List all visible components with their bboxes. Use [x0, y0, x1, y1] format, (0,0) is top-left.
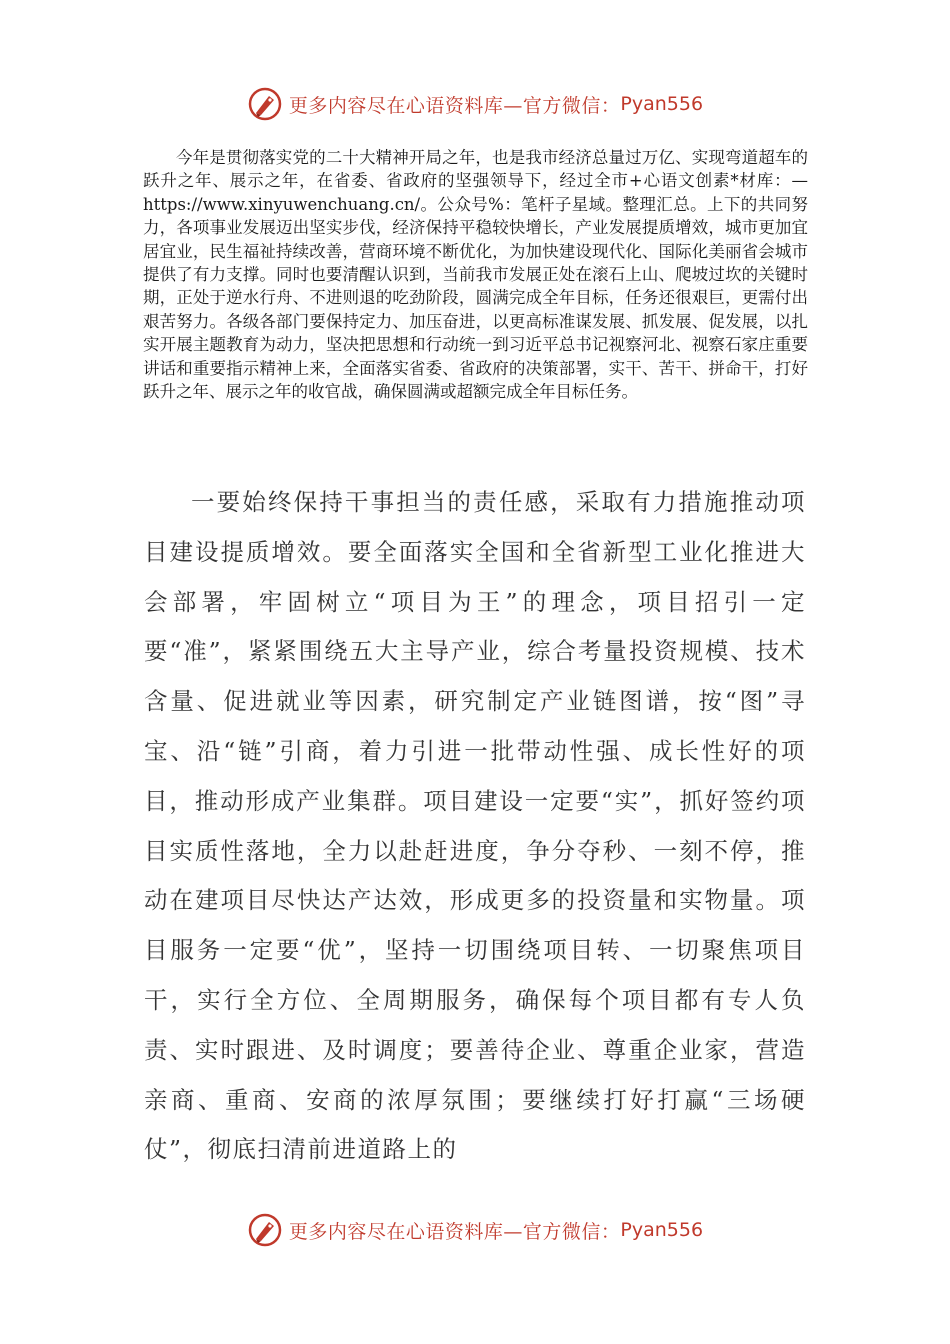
- pen-nib-logo-icon: [247, 86, 283, 122]
- header-banner: [0, 84, 950, 124]
- intro-paragraph: 今年是贯彻落实党的二十大精神开局之年，也是我市经济总量过万亿、实现弯道超车的跃升之年、展示之年，在省委、省政府的坚强领导下，经过全市+心语文创素*材库：—https://www.xinyuwenchuang.cn/。公众号%：笔杆子星域。整理汇总。上下的共同努力，各项事业发展迈出坚实步伐，经济保持平稳较快增长，产业发展提质增效，城市更加宜居宜业，民生福祉持续改善，营商环境不断优化，为加快建设现代化、国际化美丽省会城市提供了有力支撑。同时也要清醒认识到，当前我市发展正处在滚石上山、爬坡过坎的关键时期，正处于逆水行舟、不进则退的吃劲阶段，圆满完成全年目标，任务还很艰巨，更需付出艰苦努力。各级各部门要保持定力、加压奋进，以更高标准谋发展、抓发展、促发展，以扎实开展主题教育为动力，坚决把思想和行动统一到习近平总书记视察河北、视察石家庄重要讲话和重要指示精神上来，全面落实省委、省政府的决策部署，实干、苦干、拼命干，打好跃升之年、展示之年的收官战，确保圆满或超额完成全年目标任务。: [143, 148, 808, 402]
- banner-text: 更多内容尽在心语资料库—官方微信：: [288, 1220, 621, 1243]
- banner-wechat-id: Pyan556: [620, 1219, 704, 1241]
- main-paragraph: 一要始终保持干事担当的责任感，采取有力措施推动项目建设提质增效。要全面落实全国和全省新型工业化推进大会部署，牢固树立“项目为王”的理念，项目招引一定要“准”，紧紧围绕五大主导产业，综合考量投资规模、技术含量、促进就业等因素，研究制定产业链图谱，按“图”寻宝、沿“链”引商，着力引进一批带动性强、成长性好的项目，推动形成产业集群。项目建设一定要“实”，抓好签约项目实质性落地，全力以赴赶进度，争分夺秒、一刻不停，推动在建项目尽快达产达效，形成更多的投资量和实物量。项目服务一定要“优”，坚持一切围绕项目转、一切聚焦项目干，实行全方位、全周期服务，确保每个项目都有专人负责、实时跟进、及时调度；要善待企业、尊重企业家，营造亲商、重商、安商的浓厚氛围；要继续打好打赢“三场硬仗”，彻底扫清前进道路上的: [144, 488, 806, 1164]
- banner-wechat-id: Pyan556: [620, 93, 704, 115]
- pen-nib-logo-icon: [247, 1212, 283, 1248]
- footer-banner: [0, 1210, 950, 1250]
- banner-text: 更多内容尽在心语资料库—官方微信：: [288, 94, 621, 117]
